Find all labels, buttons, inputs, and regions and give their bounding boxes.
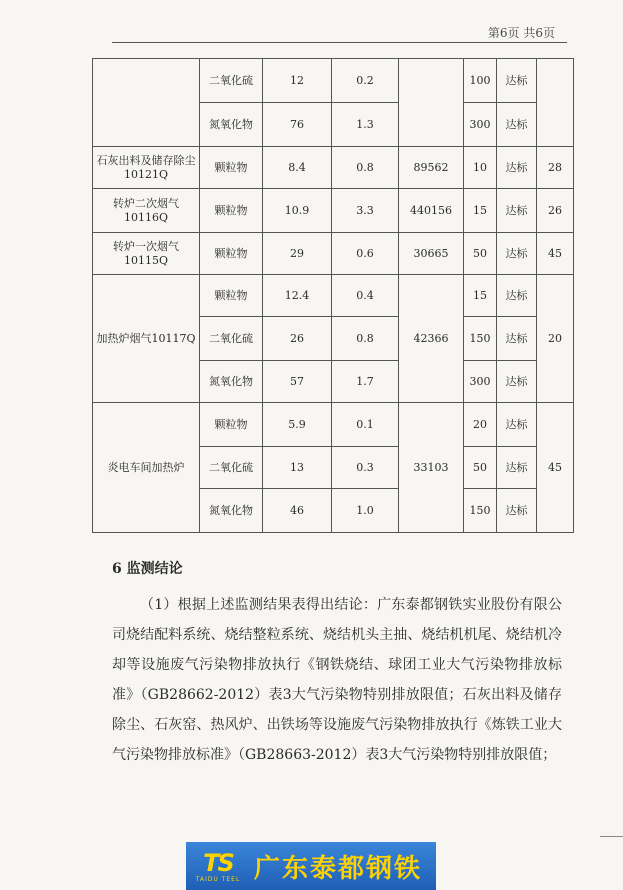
flow-cell: 440156: [399, 189, 464, 233]
concentration-cell: 46: [263, 489, 332, 533]
header-rule: [112, 42, 567, 43]
source-cell: 转炉二次烟气10116Q: [93, 189, 200, 233]
stack-height-cell: 45: [537, 233, 574, 275]
emission-results-table: [92, 58, 574, 533]
table-row: [93, 147, 574, 189]
pollutant-cell: 氮氧化物: [200, 103, 263, 147]
limit-cell: 150: [464, 489, 497, 533]
rate-cell: 0.8: [332, 147, 399, 189]
concentration-cell: 76: [263, 103, 332, 147]
rate-cell: 0.4: [332, 275, 399, 317]
pollutant-cell: 氮氧化物: [200, 489, 263, 533]
pollutant-cell: 颗粒物: [200, 275, 263, 317]
concentration-cell: 13: [263, 447, 332, 489]
stack-height-cell: 20: [537, 275, 574, 403]
result-cell: 达标: [497, 489, 537, 533]
pollutant-cell: 颗粒物: [200, 147, 263, 189]
table-row: [93, 275, 574, 317]
margin-mark: [600, 836, 623, 837]
pollutant-cell: 二氧化硫: [200, 59, 263, 103]
pollutant-cell: 氮氧化物: [200, 361, 263, 403]
stack-height-cell: [537, 59, 574, 147]
result-cell: 达标: [497, 317, 537, 361]
page-number: 第6页 共6页: [487, 26, 555, 40]
rate-cell: 0.6: [332, 233, 399, 275]
rate-cell: 1.0: [332, 489, 399, 533]
stack-height-cell: 26: [537, 189, 574, 233]
result-cell: 达标: [497, 233, 537, 275]
concentration-cell: 8.4: [263, 147, 332, 189]
company-logo-icon: [192, 844, 244, 888]
concentration-cell: 57: [263, 361, 332, 403]
flow-cell: 33103: [399, 403, 464, 533]
limit-cell: 15: [464, 189, 497, 233]
limit-cell: 50: [464, 447, 497, 489]
logo-mark: TS: [203, 848, 233, 877]
flow-cell: [399, 59, 464, 147]
company-name: 广东泰都钢铁: [254, 853, 423, 884]
flow-cell: 42366: [399, 275, 464, 403]
result-cell: 达标: [497, 275, 537, 317]
limit-cell: 50: [464, 233, 497, 275]
result-cell: 达标: [497, 103, 537, 147]
source-cell: [93, 59, 200, 147]
source-cell: 转炉一次烟气10115Q: [93, 233, 200, 275]
source-cell: 炎电车间加热炉: [93, 403, 200, 533]
table-row: [93, 189, 574, 233]
rate-cell: 1.7: [332, 361, 399, 403]
concentration-cell: 12: [263, 59, 332, 103]
rate-cell: 0.3: [332, 447, 399, 489]
table-row: [93, 403, 574, 447]
logo-subtext: TAIDU TEEL: [195, 875, 241, 883]
result-cell: 达标: [497, 189, 537, 233]
limit-cell: 15: [464, 275, 497, 317]
rate-cell: 0.1: [332, 403, 399, 447]
pollutant-cell: 二氧化硫: [200, 317, 263, 361]
table-row: [93, 233, 574, 275]
concentration-cell: 29: [263, 233, 332, 275]
company-watermark-banner: [186, 842, 436, 890]
limit-cell: 150: [464, 317, 497, 361]
conclusion-paragraph: （1）根据上述监测结果表得出结论：广东泰都钢铁实业股份有限公司烧结配料系统、烧结整粒系统、烧结机头主抽、烧结机机尾、烧结机冷却等设施废气污染物排放执行《钢铁烧结、球团工业大气污染物排放标准》（GB28662-2012）表3大气污染物特别排放限值；石灰出料及储存除尘、石灰窑、热风炉、出铁场等设施废气污染物排放执行《炼铁工业大气污染物排放标准》（GB28663-2012）表3大气污染物特别排放限值；: [112, 597, 562, 763]
result-cell: 达标: [497, 147, 537, 189]
result-cell: 达标: [497, 59, 537, 103]
concentration-cell: 5.9: [263, 403, 332, 447]
concentration-cell: 12.4: [263, 275, 332, 317]
result-cell: 达标: [497, 403, 537, 447]
section-title: 6 监测结论: [112, 561, 183, 577]
pollutant-cell: 颗粒物: [200, 189, 263, 233]
rate-cell: 0.2: [332, 59, 399, 103]
pollutant-cell: 颗粒物: [200, 233, 263, 275]
flow-cell: 30665: [399, 233, 464, 275]
limit-cell: 10: [464, 147, 497, 189]
rate-cell: 3.3: [332, 189, 399, 233]
concentration-cell: 26: [263, 317, 332, 361]
stack-height-cell: 45: [537, 403, 574, 533]
limit-cell: 100: [464, 59, 497, 103]
limit-cell: 20: [464, 403, 497, 447]
table-row: [93, 59, 574, 103]
source-cell: 加热炉烟气10117Q: [93, 275, 200, 403]
flow-cell: 89562: [399, 147, 464, 189]
rate-cell: 1.3: [332, 103, 399, 147]
table-body: [93, 59, 574, 533]
result-cell: 达标: [497, 361, 537, 403]
result-cell: 达标: [497, 447, 537, 489]
rate-cell: 0.8: [332, 317, 399, 361]
stack-height-cell: 28: [537, 147, 574, 189]
limit-cell: 300: [464, 361, 497, 403]
limit-cell: 300: [464, 103, 497, 147]
pollutant-cell: 颗粒物: [200, 403, 263, 447]
concentration-cell: 10.9: [263, 189, 332, 233]
source-cell: 石灰出料及储存除尘 10121Q: [93, 147, 200, 189]
pollutant-cell: 二氧化硫: [200, 447, 263, 489]
